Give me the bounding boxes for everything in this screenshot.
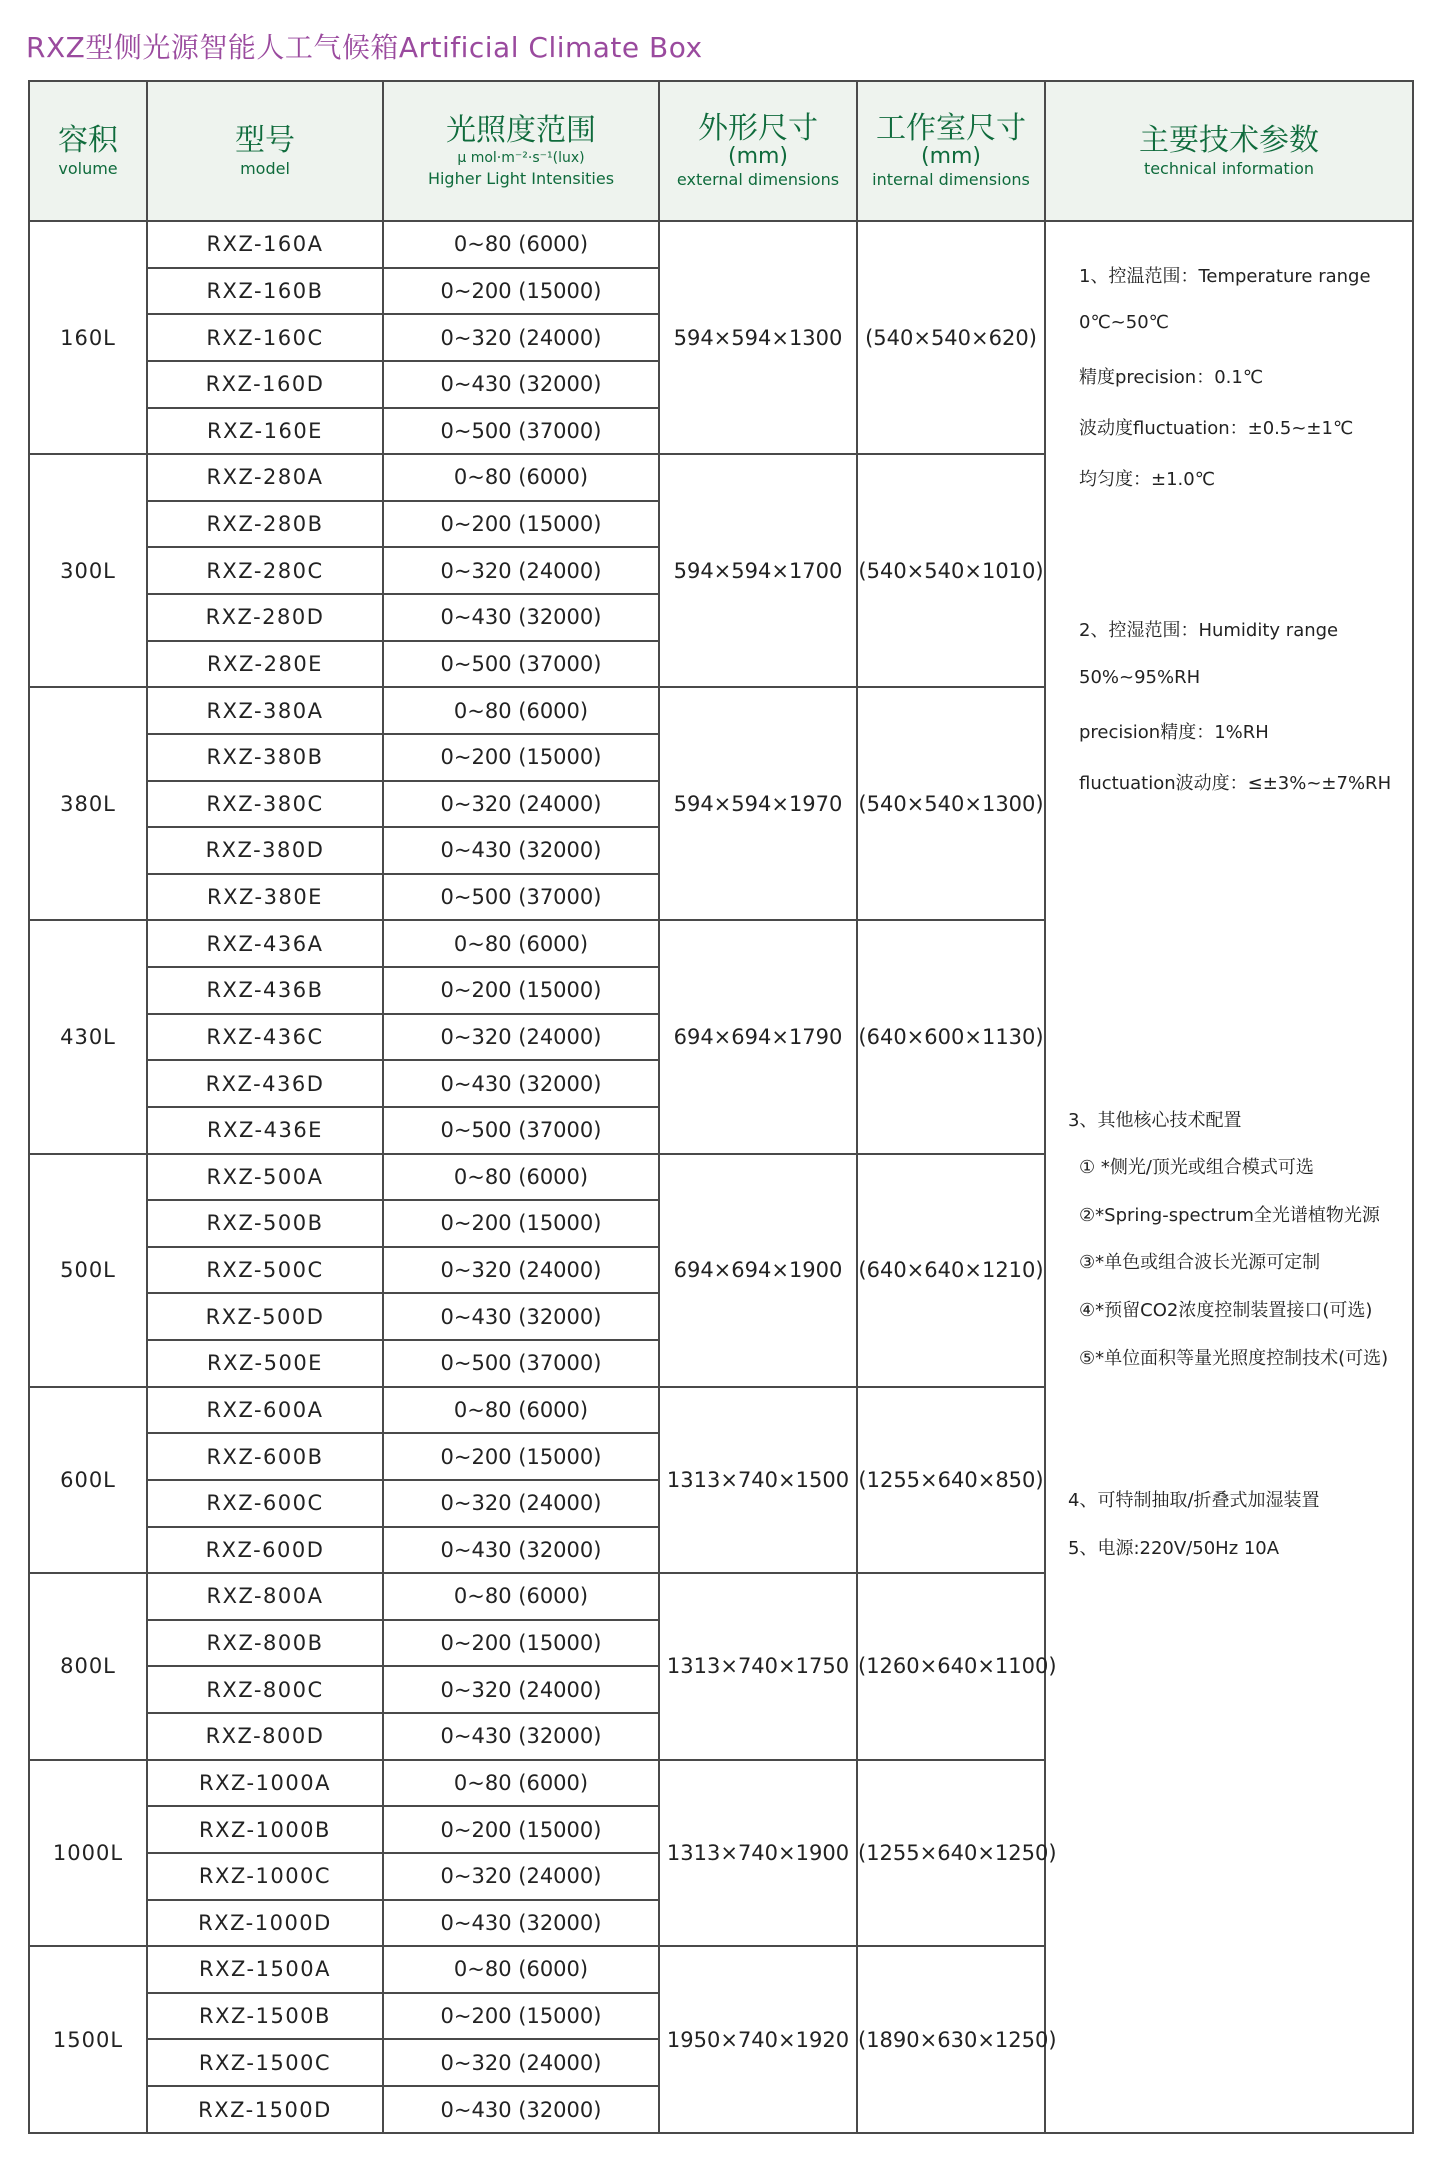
model-cell: RXZ-436A	[147, 920, 383, 967]
external-dimensions-cell: 594×594×1300	[659, 221, 857, 454]
tech-spec-line: 3、其他核心技术配置	[1068, 1110, 1242, 1131]
light-range-cell: 0~500 (37000)	[383, 641, 659, 688]
light-range-cell: 0~320 (24000)	[383, 314, 659, 361]
tech-spec-line: 均匀度：±1.0℃	[1079, 469, 1215, 490]
internal-dimensions-cell: (540×540×1010)	[857, 454, 1045, 687]
light-range-cell: 0~200 (15000)	[383, 1993, 659, 2040]
model-cell: RXZ-500A	[147, 1154, 383, 1201]
light-range-cell: 0~320 (24000)	[383, 781, 659, 828]
light-range-cell: 0~80 (6000)	[383, 1387, 659, 1434]
light-range-cell: 0~200 (15000)	[383, 967, 659, 1014]
model-cell: RXZ-280C	[147, 547, 383, 594]
light-range-cell: 0~430 (32000)	[383, 594, 659, 641]
model-cell: RXZ-436D	[147, 1060, 383, 1107]
tech-spec-line: ②*Spring-spectrum全光谱植物光源	[1079, 1205, 1380, 1226]
model-cell: RXZ-380A	[147, 687, 383, 734]
tech-spec-line: 5、电源:220V/50Hz 10A	[1068, 1538, 1280, 1559]
light-range-cell: 0~500 (37000)	[383, 408, 659, 455]
light-range-cell: 0~320 (24000)	[383, 1014, 659, 1061]
tech-spec-line: 精度precision：0.1℃	[1079, 367, 1264, 388]
model-cell: RXZ-280E	[147, 641, 383, 688]
model-cell: RXZ-600D	[147, 1527, 383, 1574]
model-cell: RXZ-500D	[147, 1293, 383, 1340]
light-range-cell: 0~430 (32000)	[383, 827, 659, 874]
light-range-cell: 0~80 (6000)	[383, 1760, 659, 1807]
model-cell: RXZ-1000B	[147, 1806, 383, 1853]
light-range-cell: 0~320 (24000)	[383, 1853, 659, 1900]
header-light-unit: μ mol·m⁻²·s⁻¹(lux)	[457, 150, 585, 166]
light-range-cell: 0~320 (24000)	[383, 1247, 659, 1294]
light-range-cell: 0~80 (6000)	[383, 920, 659, 967]
tech-spec-line: 4、可特制抽取/折叠式加湿装置	[1068, 1490, 1320, 1511]
light-range-cell: 0~500 (37000)	[383, 874, 659, 921]
spec-table-body	[29, 221, 1413, 2133]
volume-cell: 160L	[29, 221, 147, 454]
volume-cell: 1500L	[29, 1946, 147, 2133]
header-light	[383, 81, 659, 221]
light-range-cell: 0~200 (15000)	[383, 734, 659, 781]
header-external-unit: (mm)	[727, 144, 789, 170]
light-range-cell: 0~320 (24000)	[383, 1666, 659, 1713]
model-cell: RXZ-800D	[147, 1713, 383, 1760]
model-cell: RXZ-160D	[147, 361, 383, 408]
volume-cell: 800L	[29, 1573, 147, 1760]
header-external	[659, 81, 857, 221]
external-dimensions-cell: 694×694×1790	[659, 920, 857, 1153]
light-range-cell: 0~430 (32000)	[383, 1293, 659, 1340]
external-dimensions-cell: 1313×740×1750	[659, 1573, 857, 1760]
tech-spec-line: 波动度fluctuation：±0.5~±1℃	[1079, 418, 1354, 439]
header-internal-en: internal dimensions	[872, 170, 1030, 190]
light-range-cell: 0~200 (15000)	[383, 268, 659, 315]
model-cell: RXZ-1500A	[147, 1946, 383, 1993]
model-cell: RXZ-380B	[147, 734, 383, 781]
page-title: RXZ型侧光源智能人工气候箱Artificial Climate Box	[26, 31, 703, 64]
tech-spec-line: ① *侧光/顶光或组合模式可选	[1079, 1157, 1314, 1178]
light-range-cell: 0~320 (24000)	[383, 547, 659, 594]
volume-cell: 500L	[29, 1154, 147, 1387]
tech-spec-line: ④*预留CO2浓度控制装置接口(可选)	[1079, 1300, 1373, 1321]
volume-cell: 380L	[29, 687, 147, 920]
light-range-cell: 0~430 (32000)	[383, 361, 659, 408]
model-cell: RXZ-800A	[147, 1573, 383, 1620]
volume-cell: 1000L	[29, 1760, 147, 1947]
header-light-zh: 光照度范围	[446, 113, 596, 148]
model-cell: RXZ-1000C	[147, 1853, 383, 1900]
model-cell: RXZ-500B	[147, 1200, 383, 1247]
model-cell: RXZ-280A	[147, 454, 383, 501]
header-model-en: model	[240, 158, 290, 178]
model-cell: RXZ-1500C	[147, 2039, 383, 2086]
model-cell: RXZ-160B	[147, 268, 383, 315]
model-cell: RXZ-500C	[147, 1247, 383, 1294]
model-cell: RXZ-1500D	[147, 2086, 383, 2133]
header-internal-zh: 工作室尺寸	[876, 111, 1026, 147]
light-range-cell: 0~320 (24000)	[383, 1480, 659, 1527]
internal-dimensions-cell: (1255×640×1250)	[857, 1760, 1045, 1947]
spec-table	[28, 80, 1414, 2134]
tech-spec-line: precision精度：1%RH	[1079, 722, 1269, 743]
tech-spec-line: ③*单色或组合波长光源可定制	[1079, 1252, 1321, 1273]
model-cell: RXZ-600A	[147, 1387, 383, 1434]
light-range-cell: 0~200 (15000)	[383, 1620, 659, 1667]
external-dimensions-cell: 694×694×1900	[659, 1154, 857, 1387]
light-range-cell: 0~430 (32000)	[383, 1713, 659, 1760]
model-cell: RXZ-436E	[147, 1107, 383, 1154]
internal-dimensions-cell: (540×540×1300)	[857, 687, 1045, 920]
volume-cell: 600L	[29, 1387, 147, 1574]
header-tech	[1045, 81, 1413, 221]
tech-spec-line: ⑤*单位面积等量光照度控制技术(可选)	[1079, 1348, 1389, 1369]
light-range-cell: 0~430 (32000)	[383, 1060, 659, 1107]
light-range-cell: 0~80 (6000)	[383, 1573, 659, 1620]
model-cell: RXZ-800B	[147, 1620, 383, 1667]
model-cell: RXZ-436B	[147, 967, 383, 1014]
light-range-cell: 0~430 (32000)	[383, 2086, 659, 2133]
model-cell: RXZ-380C	[147, 781, 383, 828]
header-light-en: Higher Light Intensities	[427, 168, 615, 188]
light-range-cell: 0~200 (15000)	[383, 1806, 659, 1853]
internal-dimensions-cell: (1260×640×1100)	[857, 1573, 1045, 1760]
external-dimensions-cell: 594×594×1700	[659, 454, 857, 687]
model-cell: RXZ-500E	[147, 1340, 383, 1387]
model-cell: RXZ-1000D	[147, 1900, 383, 1947]
light-range-cell: 0~80 (6000)	[383, 687, 659, 734]
light-range-cell: 0~80 (6000)	[383, 454, 659, 501]
header-volume-zh: 容积	[58, 122, 118, 158]
header-external-en: external dimensions	[676, 170, 840, 190]
external-dimensions-cell: 1313×740×1900	[659, 1760, 857, 1947]
header-volume-en: volume	[58, 158, 118, 178]
internal-dimensions-cell: (540×540×620)	[857, 221, 1045, 454]
light-range-cell: 0~320 (24000)	[383, 2039, 659, 2086]
tech-spec-line: 50%~95%RH	[1079, 667, 1201, 688]
external-dimensions-cell: 594×594×1970	[659, 687, 857, 920]
header-model	[147, 81, 383, 221]
model-cell: RXZ-280B	[147, 501, 383, 548]
volume-cell: 300L	[29, 454, 147, 687]
header-internal	[857, 81, 1045, 221]
model-cell: RXZ-1000A	[147, 1760, 383, 1807]
tech-spec-line: fluctuation波动度：≤±3%~±7%RH	[1079, 773, 1392, 794]
light-range-cell: 0~430 (32000)	[383, 1527, 659, 1574]
model-cell: RXZ-280D	[147, 594, 383, 641]
light-range-cell: 0~430 (32000)	[383, 1900, 659, 1947]
model-cell: RXZ-1500B	[147, 1993, 383, 2040]
model-cell: RXZ-600C	[147, 1480, 383, 1527]
model-cell: RXZ-160C	[147, 314, 383, 361]
light-range-cell: 0~80 (6000)	[383, 1154, 659, 1201]
external-dimensions-cell: 1950×740×1920	[659, 1946, 857, 2133]
model-cell: RXZ-436C	[147, 1014, 383, 1061]
model-cell: RXZ-380D	[147, 827, 383, 874]
internal-dimensions-cell: (1255×640×850)	[857, 1387, 1045, 1574]
tech-spec-line: 2、控湿范围：Humidity range	[1079, 620, 1339, 641]
internal-dimensions-cell: (640×600×1130)	[857, 920, 1045, 1153]
tech-spec-line: 0℃~50℃	[1079, 312, 1169, 333]
internal-dimensions-cell: (1890×630×1250)	[857, 1946, 1045, 2133]
light-range-cell: 0~200 (15000)	[383, 501, 659, 548]
volume-cell: 430L	[29, 920, 147, 1153]
light-range-cell: 0~200 (15000)	[383, 1200, 659, 1247]
light-range-cell: 0~200 (15000)	[383, 1433, 659, 1480]
light-range-cell: 0~500 (37000)	[383, 1340, 659, 1387]
tech-spec-line: 1、控温范围：Temperature range	[1079, 266, 1371, 287]
header-external-zh: 外形尺寸	[698, 111, 818, 147]
internal-dimensions-cell: (640×640×1210)	[857, 1154, 1045, 1387]
technical-info-cell	[1045, 221, 1413, 2133]
header-model-zh: 型号	[235, 122, 295, 158]
model-cell: RXZ-160E	[147, 408, 383, 455]
light-range-cell: 0~500 (37000)	[383, 1107, 659, 1154]
model-cell: RXZ-380E	[147, 874, 383, 921]
header-row	[29, 81, 1413, 221]
light-range-cell: 0~80 (6000)	[383, 1946, 659, 1993]
external-dimensions-cell: 1313×740×1500	[659, 1387, 857, 1574]
header-volume	[29, 81, 147, 221]
model-cell: RXZ-800C	[147, 1666, 383, 1713]
table-row	[29, 221, 1413, 268]
header-tech-en: technical information	[1143, 158, 1315, 178]
header-tech-zh: 主要技术参数	[1139, 122, 1319, 158]
light-range-cell: 0~80 (6000)	[383, 221, 659, 268]
model-cell: RXZ-160A	[147, 221, 383, 268]
model-cell: RXZ-600B	[147, 1433, 383, 1480]
header-internal-unit: (mm)	[920, 144, 982, 170]
